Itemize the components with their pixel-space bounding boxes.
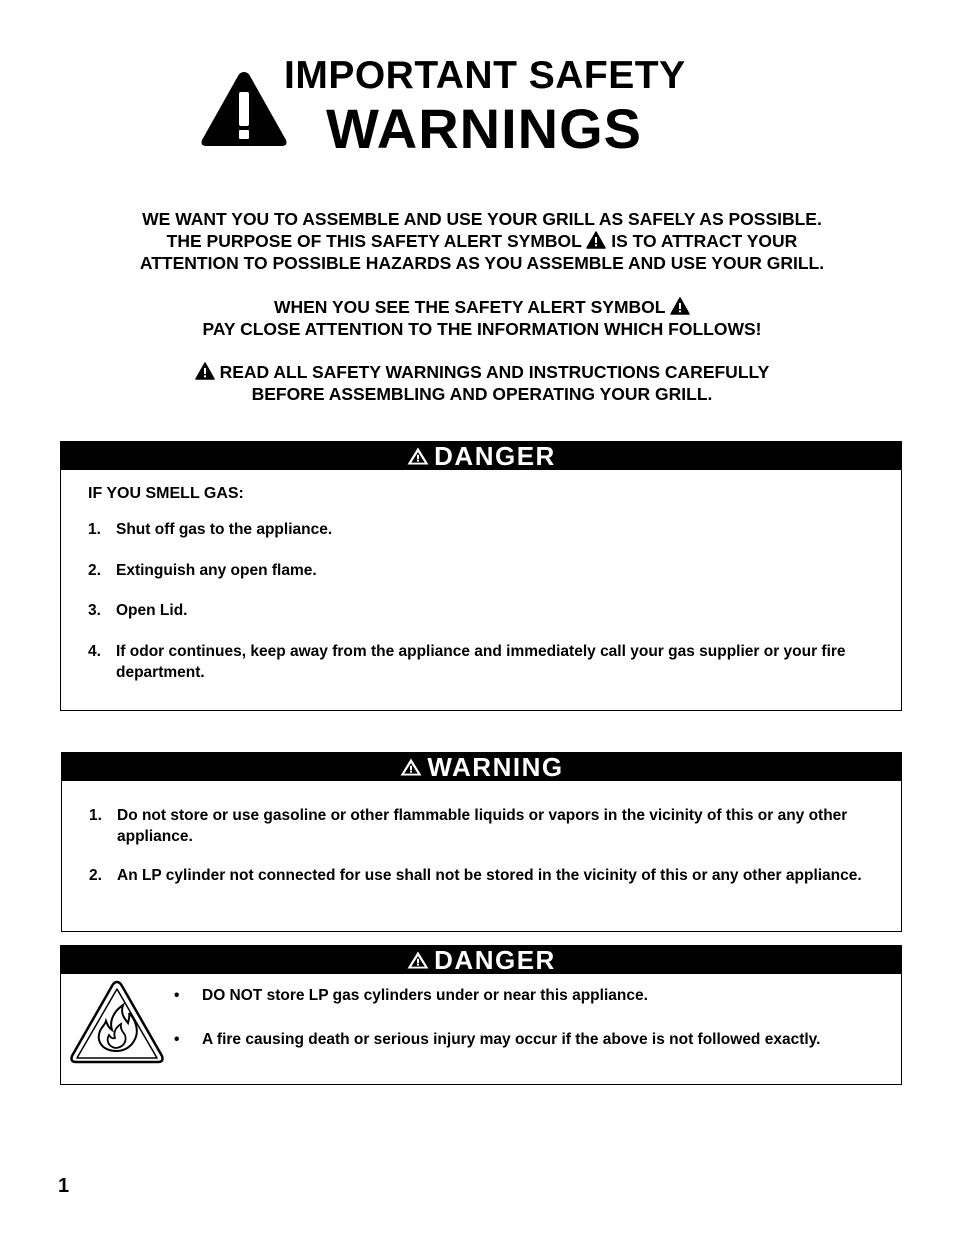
- intro-text-with-symbol: [60, 361, 904, 383]
- danger-body: [61, 974, 901, 1084]
- intro-text: PAY CLOSE ATTENTION TO THE INFORMATION WHICH FOLLOWS!: [202, 319, 762, 339]
- item-number: 1.: [88, 521, 101, 538]
- safety-alert-icon: [399, 757, 423, 777]
- intro-text-with-symbol: [60, 230, 904, 252]
- warning-box: [61, 752, 902, 932]
- item-text: Extinguish any open flame.: [116, 562, 317, 579]
- item-number: 2.: [88, 562, 101, 579]
- danger-body: [61, 470, 901, 710]
- intro-text: WE WANT YOU TO ASSEMBLE AND USE YOUR GRILL AS SAFELY AS POSSIBLE.: [142, 209, 822, 229]
- intro-text: READ ALL SAFETY WARNINGS AND INSTRUCTIONS CAREFULLY: [219, 362, 770, 382]
- page-number: 1: [58, 1175, 70, 1197]
- intro-text: ATTENTION TO POSSIBLE HAZARDS AS YOU ASSEMBLE AND USE YOUR GRILL.: [139, 253, 825, 273]
- title-line-2: WARNINGS: [326, 97, 642, 160]
- danger-header: [61, 442, 901, 470]
- warning-label: WARNING: [427, 752, 564, 782]
- intro-text: BEFORE ASSEMBLING AND OPERATING YOUR GRILL.: [251, 384, 713, 404]
- title-line-1: IMPORTANT SAFETY: [284, 54, 686, 97]
- item-number: 2.: [89, 867, 102, 884]
- intro-paragraph-1: [60, 208, 904, 274]
- safety-alert-icon: [670, 297, 690, 315]
- warning-header: [62, 753, 901, 781]
- alert-triangle-icon: [199, 68, 289, 148]
- fire-hazard-icon: [68, 978, 166, 1066]
- danger-box-lp-storage: [60, 945, 902, 1085]
- item-text: If odor continues, keep away from the appliance and immediately call your gas supplier or your fire department.: [116, 643, 846, 681]
- item-number: 3.: [88, 602, 101, 619]
- bullet: •: [174, 1031, 180, 1048]
- danger-header: [61, 946, 901, 974]
- item-text: Open Lid.: [116, 602, 188, 619]
- intro-text: THE PURPOSE OF THIS SAFETY ALERT SYMBOL: [166, 231, 582, 251]
- gas-smell-heading: IF YOU SMELL GAS:: [88, 485, 244, 502]
- safety-alert-icon: [406, 446, 430, 466]
- item-text: An LP cylinder not connected for use shall not be stored in the vicinity of this or any other appliance.: [117, 867, 862, 884]
- danger-label: DANGER: [434, 441, 556, 471]
- item-text: A fire causing death or serious injury may occur if the above is not followed exactly.: [202, 1031, 821, 1048]
- safety-alert-icon: [406, 950, 430, 970]
- item-number: 4.: [88, 643, 101, 660]
- danger-box-gas: [60, 441, 902, 711]
- intro-text-with-symbol: [60, 296, 904, 318]
- item-text: Shut off gas to the appliance.: [116, 521, 333, 538]
- intro-text: WHEN YOU SEE THE SAFETY ALERT SYMBOL: [273, 297, 666, 317]
- safety-alert-icon: [195, 362, 215, 380]
- item-text: DO NOT store LP gas cylinders under or near this appliance.: [202, 987, 648, 1004]
- danger-label: DANGER: [434, 945, 556, 975]
- warning-body: [62, 781, 901, 931]
- bullet: •: [174, 987, 180, 1004]
- intro-text: IS TO ATTRACT YOUR: [611, 231, 798, 251]
- item-number: 1.: [89, 807, 102, 824]
- intro-paragraph-2: [60, 296, 904, 340]
- safety-alert-icon: [586, 231, 606, 249]
- item-text: Do not store or use gasoline or other flammable liquids or vapors in the vicinity of this or any other appliance.: [117, 807, 848, 845]
- intro-paragraph-3: [60, 361, 904, 405]
